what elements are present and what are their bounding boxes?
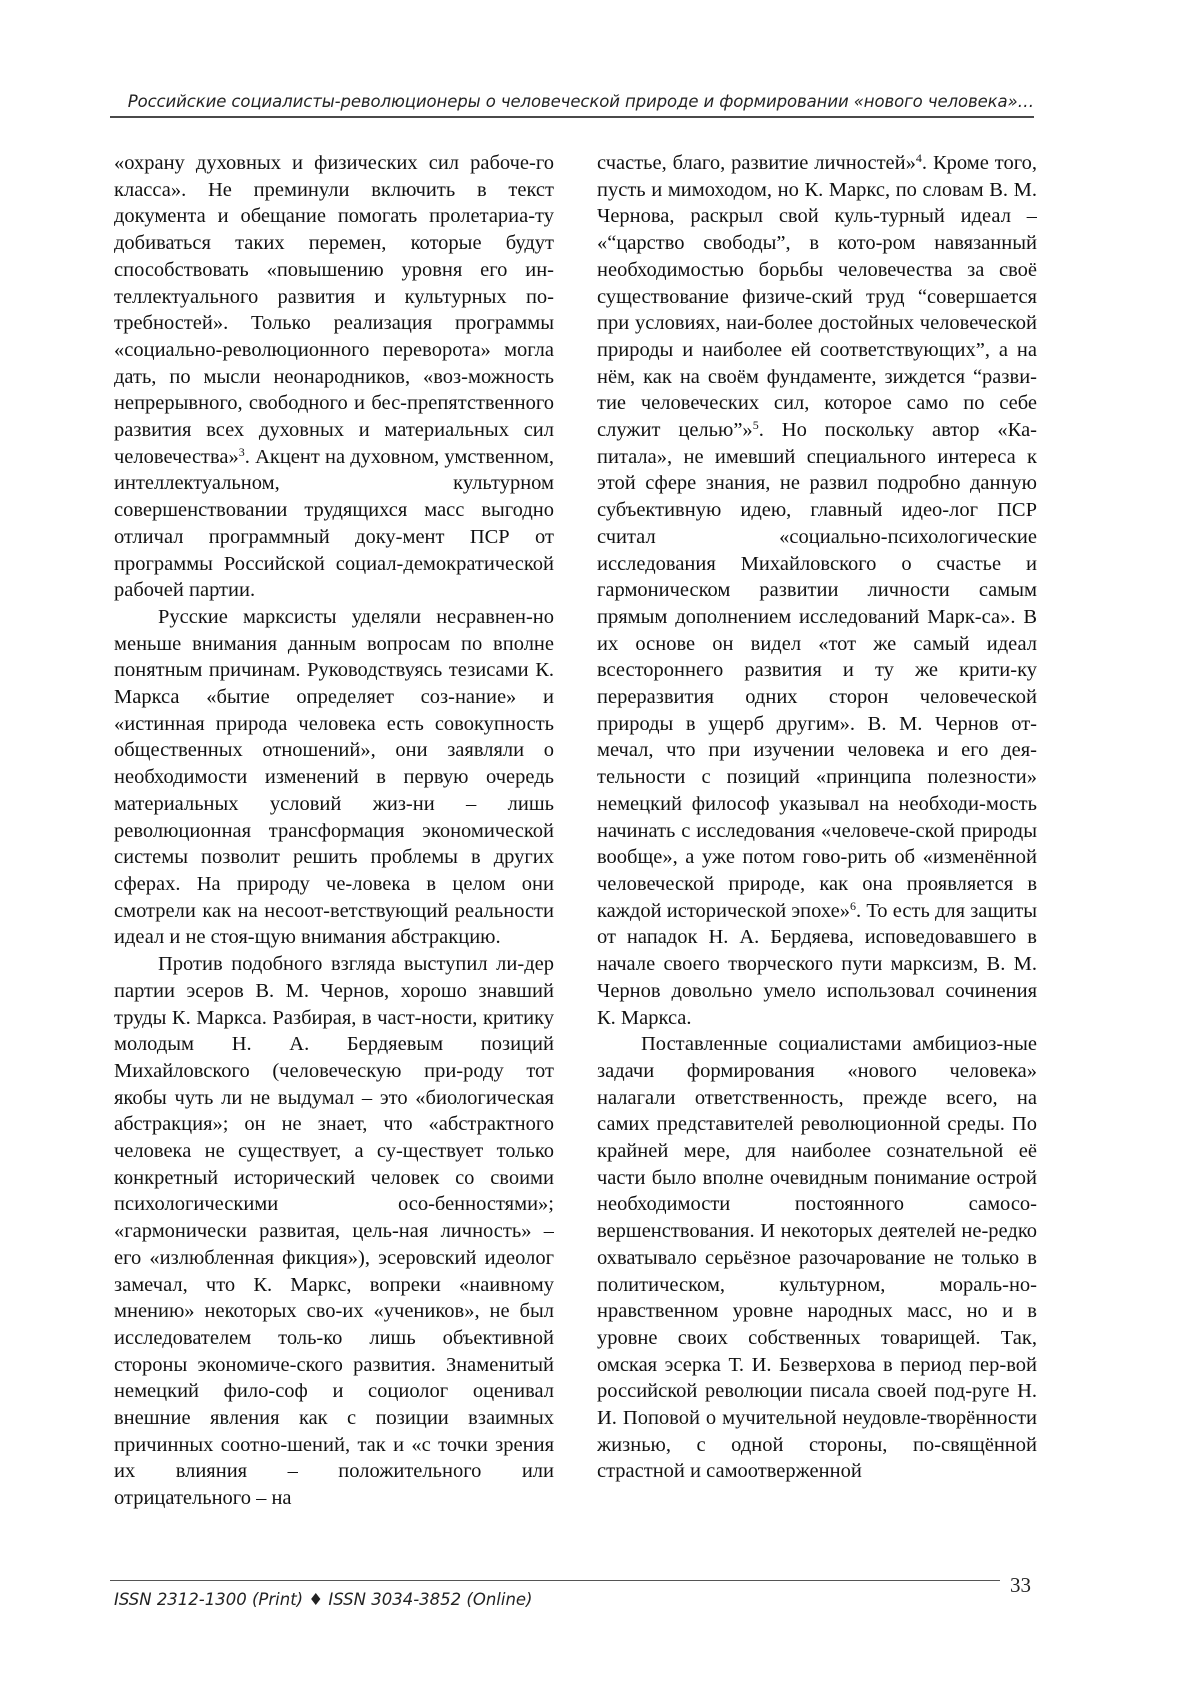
left-paragraph-1 [114, 150, 554, 604]
running-header: Российские социалисты-революционеры о человеческой природе и формировании «нового человека»… [127, 92, 1034, 111]
footnote-ref-5[interactable]: 5 [752, 418, 759, 433]
issn-line: ISSN 2312-1300 (Print) ♦ ISSN 3034-3852 (Online) [114, 1590, 533, 1609]
left-p1-text-a: «охрану духовных и физических сил рабоче-го класса». Не преминули включить в текст документа и обещание помогать пролетариа-ту добиваться таких перемен, которые будут способствовать «повышению уровня его ин-теллектуального развития и культурных по-требностей». Только реализация программы «социально-революционного переворота» могла дать, по мысли неонародников, «воз-можность непрерывного, свободного и бес-препятственного развития всех духовных и материальных сил человечества» [114, 152, 554, 468]
right-p1-text-b: . Кроме того, пусть и мимоходом, но К. Маркс, по словам В. М. Чернова, раскрыл свой куль-турный идеал – «“царство свободы”, в кото-ром навязанный необходимостью борьбы человечества за своё существование физиче-ский труд “совершается при условиях, наи-более достойных человеческой природы и наиболее ей соответствующих”, а на нём, как на своём фундаменте, зиждется “разви-тие человеческих сил, которое само по себе служит целью”» [597, 152, 1037, 442]
right-p1-text-a: счастье, благо, развитие личностей» [597, 152, 916, 174]
page-number: 33 [1010, 1573, 1031, 1597]
header-rule [110, 116, 1034, 118]
left-paragraph-2: Русские марксисты уделяли несравнен-но меньше внимания данным вопросам по вполне понятным причинам. Руководствуясь тезисами К. Маркса «бытие определяет соз-нание» и «истинная природа человека есть совокупность общественных отношений», они заявляли о необходимости изменений в первую очередь материальных условий жиз-ни – лишь революционная трансформация экономической системы позволит решить проблемы в других сферах. На природу че-ловека в целом они смотрели как на несоот-ветствующий реальности идеал и не стоя-щую внимания абстракцию. [114, 605, 554, 949]
right-paragraph-1 [597, 150, 1037, 1031]
right-paragraph-2: Поставленные социалистами амбициоз-ные задачи формирования «нового человека» налагали ответственность, прежде всего, на самих представителей революционной среды. По крайней мере, для наиболее сознательной её части было вполне очевидным понимание острой необходимости постоянного самосо-вершенствования. И некоторых деятелей не-редко охватывало серьёзное разочарование не только в политическом, культурном, мораль-но-нравственном уровне народных масс, но и в уровне своих собственных товарищей. Так, омская эсерка Т. И. Безверхова в период пер-вой российской революции писала своей под-руге Н. И. Поповой о мучительной неудовле-творённости жизнью, с одной стороны, по-свящённой страстной и самоотверженной [597, 1033, 1037, 1483]
left-p1-text-b: . Акцент на духовном, умственном, интеллектуальном, культурном совершенствовании трудящихся масс выгодно отличал программный доку-мент ПСР от программы Российской социал-демократической рабочей партии. [114, 445, 554, 602]
footnote-ref-6[interactable]: 6 [849, 898, 856, 913]
right-p1-text-c: . Но поскольку автор «Ка-питала», не имевший специального интереса к этой сфере знания, не развил подробно данную субъективную идею, главный идео-лог ПСР считал «социально-психологические исследования Михайловского о счастье и гармоническом развитии личности самым прямым дополнением исследований Марк-са». В их основе он видел «тот же самый идеал всестороннего развития и ту же крити-ку переразвития одних сторон человеческой природы в ущерб другим». В. М. Чернов от-мечал, что при изучении человека и его дея-тельности с позиций «принципа полезности» немецкий философ указывал на необходи-мость начинать с исследования «человече-ской природы вообще», а уже потом гово-рить об «изменённой человеческой природе, как она проявляется в каждой исторической эпохе» [597, 419, 1037, 922]
footnote-ref-4[interactable]: 4 [915, 151, 922, 165]
footer-rule [110, 1580, 1000, 1581]
right-column [597, 150, 1037, 1560]
left-paragraph-3: Против подобного взгляда выступил ли-дер партии эсеров В. М. Чернов, хорошо знавший труды К. Маркса. Разбирая, в част-ности, критику молодым Н. А. Бердяевым позиций Михайловского (человеческую при-роду тот якобы чуть ли не выдумал – это «биологическая абстракция»; он не знает, что «абстрактного человека не существует, а су-ществует только конкретный исторический человек со своими психологическими осо-бенностями»; «гармонически развитая, цель-ная личность» – его «излюбленная фикция»), эсеровский идеолог замечал, что К. Маркс, вопреки «наивному мнению» некоторых сво-их «учеников», не был исследователем толь-ко лишь объективной стороны экономиче-ского развития. Знаменитый немецкий фило-соф и социолог оценивал внешние явления как с позиции взаимных причинных соотно-шений, так и «с точки зрения их влияния – положительного или отрицательного – на [114, 953, 554, 1510]
footnote-ref-3[interactable]: 3 [238, 444, 245, 459]
right-p1-text-d: . То есть для защиты от нападок Н. А. Бердяева, исповедовавшего в начале своего творческого пути марксизм, В. М. Чернов довольно умело использовал сочинения К. Маркса. [597, 899, 1037, 1029]
left-column [114, 150, 554, 1560]
